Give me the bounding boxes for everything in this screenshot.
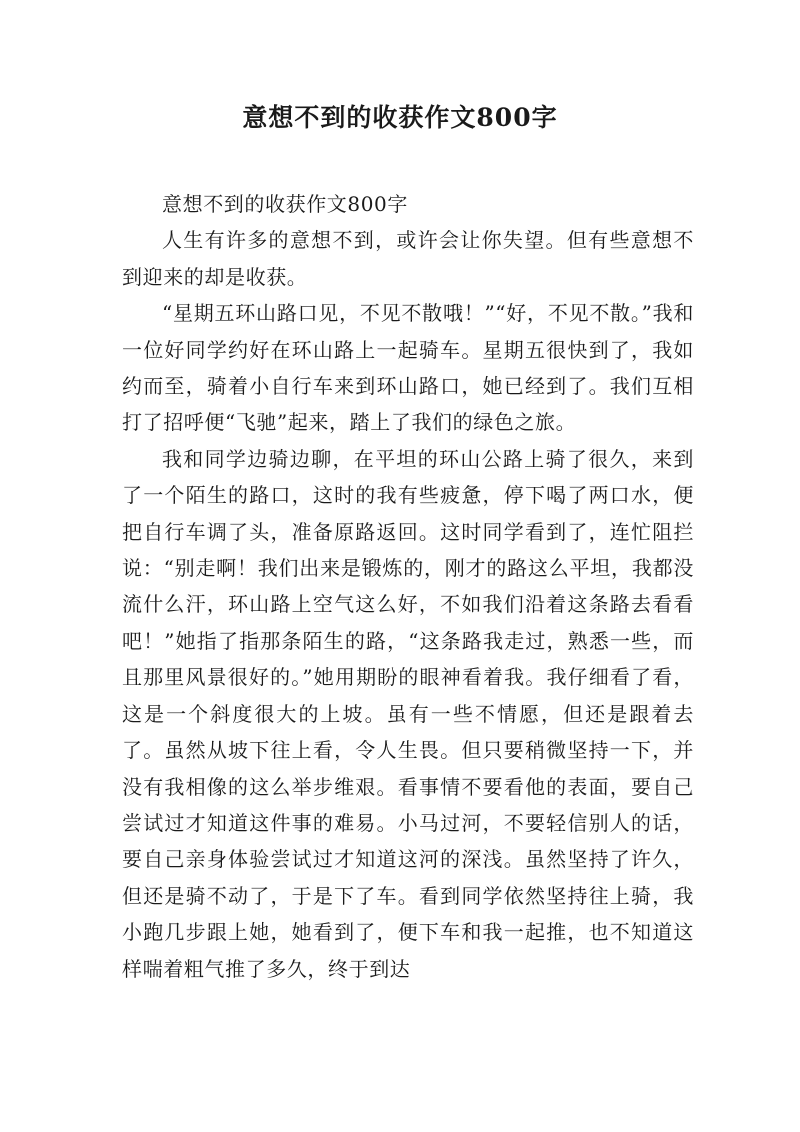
document-title: 意想不到的收获作文800字 [242,103,558,132]
paragraph: 意想不到的收获作文800字 [162,192,408,216]
document-body [122,186,694,987]
paragraph: 我和同学边骑边聊，在平坦的环山公路上骑了很久，来到了一个陌生的路口，这时的我有些疲惫，停下喝了两口水，便把自行车调了头，准备原路返回。这时同学看到了，连忙阻拦说：“别走啊！我们出来是锻炼的，刚才的路这么平坦，我都没流什么汗，环山路上空气这么好，不如我们沿着这条路去看看吧！”她指了指那条陌生的路，“这条路我走过，熟悉一些，而且那里风景很好的。”她用期盼的眼神看着我。我仔细看了看，这是一个斜度很大的上坡。虽有一些不情愿，但还是跟着去了。虽然从坡下往上看，令人生畏。但只要稍微坚持一下，并没有我相像的这么举步维艰。看事情不要看他的表面，要自己尝试过才知道这件事的难易。小马过河，不要轻信别人的话，要自己亲身体验尝试过才知道这河的深浅。虽然坚持了许久，但还是骑不动了，于是下了车。看到同学依然坚持往上骑，我小跑几步跟上她，她看到了，便下车和我一起推，也不知道这样喘着粗气推了多久，终于到达 [122,446,694,981]
paragraph: 人生有许多的意想不到，或许会让你失望。但有些意想不到迎来的却是收获。 [122,228,694,289]
paragraph: “星期五环山路口见，不见不散哦！”“好，不见不散。”我和一位好同学约好在环山路上一起骑车。星期五很快到了，我如约而至，骑着小自行车来到环山路口，她已经到了。我们互相打了招呼便“飞驰”起来，踏上了我们的绿色之旅。 [122,301,694,435]
